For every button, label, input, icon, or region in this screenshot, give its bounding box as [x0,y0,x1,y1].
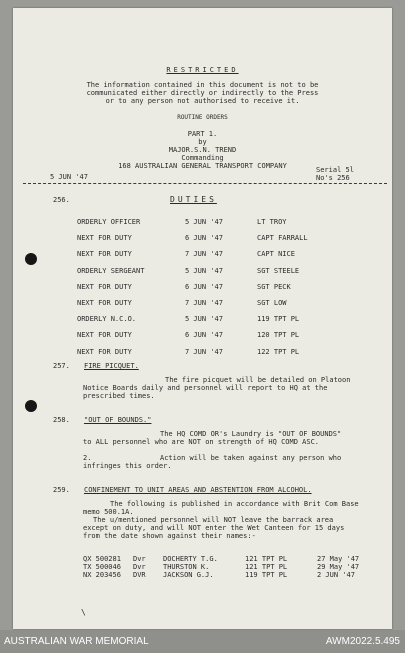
order-numbers: No's 256 [316,174,350,182]
section-259-line-4: except on duty, and will NOT enter the Wet Canteen for 15 days [83,524,345,532]
commanding-officer: MAJOR.S.N. TREND [168,146,237,154]
person-unit: 121 TPT PL [245,563,288,571]
duty-name: 119 TPT PL [257,315,300,324]
duty-date: 7 JUN '47 [185,299,223,307]
duty-role: NEXT FOR DUTY [77,347,132,356]
person-unit: 119 TPT PL [245,571,288,579]
duty-name: LT TROY [257,218,287,226]
person-unit: 121 TPT PL [245,555,288,563]
serial-number: Serial 5l [316,166,354,174]
notice-line-3: or to any person not authorised to receive it. [105,97,300,105]
duty-name: CAPT FARRALL [257,234,308,243]
duty-date: 7 JUN '47 [185,347,223,356]
duty-role: ORDERLY SERGEANT [77,266,145,275]
section-258-line-2: to ALL personnel who are NOT on strength of HQ COMD ASC. [83,438,320,446]
duties-heading: DUTIES [170,195,217,204]
section-258-line-1: The HQ COMD OR's Laundry is "OUT OF BOUNDS" [160,430,342,438]
person-rank: Dvr [133,563,146,571]
section-258-line-4: infringes this order. [83,462,172,470]
duty-role: NEXT FOR DUTY [77,282,132,291]
person-date: 27 May '47 [317,555,360,563]
pencil-mark: \ [81,608,86,617]
section-257-line-2: Notice Boards daily and personnel will report to HQ at the [83,384,328,392]
section-258-para-number: 2. [83,454,92,462]
duty-name: SGT STEELE [257,266,300,275]
header-divider [23,183,387,184]
duty-role: ORDERLY N.C.O. [77,315,137,324]
company-name: 168 AUSTRALIAN GENERAL TRANSPORT COMPANY [118,162,287,170]
duty-date: 6 JUN '47 [185,331,223,340]
by-label: by [198,138,207,146]
document-page [13,8,392,629]
section-259-line-2: memo 500.1A. [83,508,134,516]
duty-date: 5 JUN '47 [185,218,223,226]
commanding-label: Commanding [181,154,224,162]
section-259-line-1: The following is published in accordance with Brit Com Base [110,500,359,508]
classification-heading: RESTRICTED [166,66,239,74]
duty-role: NEXT FOR DUTY [77,234,132,243]
duty-role: NEXT FOR DUTY [77,299,132,307]
section-257-title: FIRE PICQUET. [84,362,139,370]
duty-date: 7 JUN '47 [185,250,223,259]
person-num: QX 500281 [83,555,121,563]
footer-accession-number: AWM2022.5.495 [325,636,400,647]
duty-role: NEXT FOR DUTY [77,331,132,340]
person-date: 2 JUN '47 [317,571,355,579]
section-259-line-3: The u/mentioned personnel will NOT leave the barrack area [93,516,334,524]
archive-footer [0,630,405,653]
duties-number: 256. [53,196,70,204]
person-num: NX 203456 [83,571,121,579]
notice-line-1: The information contained in this document is not to be [86,81,319,89]
duty-date: 6 JUN '47 [185,234,223,243]
punch-hole-top [25,253,37,265]
section-259-title: CONFINEMENT TO UNIT AREAS AND ABSTENTION FROM ALCOHOL. [84,486,312,494]
duty-name: 122 TPT PL [257,347,300,356]
duty-role: ORDERLY OFFICER [77,218,141,226]
person-name: JACKSON G.J. [163,571,214,579]
duty-date: 6 JUN '47 [185,282,223,291]
person-name: DOCHERTY T.G. [163,555,218,563]
punch-hole-bottom [25,400,37,412]
person-rank: Dvr [133,555,146,563]
notice-line-2: communicated either directly or indirectly to the Press [86,89,319,97]
order-date: 5 JUN '47 [50,173,88,181]
section-257-number: 257. [53,362,70,370]
person-date: 29 May '47 [317,563,360,571]
duty-date: 5 JUN '47 [185,266,223,275]
duty-name: SGT PECK [257,282,291,291]
section-259-number: 259. [53,486,70,494]
duty-name: 120 TPT PL [257,331,300,340]
duty-name: CAPT NICE [257,250,295,259]
person-num: TX 500046 [83,563,121,571]
duty-name: SGT LOW [257,299,287,307]
footer-institution: AUSTRALIAN WAR MEMORIAL [4,636,149,647]
section-258-title: "OUT OF BOUNDS." [84,416,152,424]
part-number: PART 1. [187,130,218,138]
section-257-line-3: prescribed times. [83,392,155,400]
person-name: THURSTON K. [163,563,210,571]
section-258-line-3: Action will be taken against any person who [160,454,342,462]
orders-title: ROUTINE ORDERS [177,114,228,121]
duty-date: 5 JUN '47 [185,315,223,324]
section-258-number: 258. [53,416,70,424]
section-257-line-1: The fire picquet will be detailed on Platoon [165,376,351,384]
section-259-line-5: from the date shown against their names:- [83,532,256,540]
person-rank: DVR [133,571,146,579]
duty-role: NEXT FOR DUTY [77,250,132,259]
